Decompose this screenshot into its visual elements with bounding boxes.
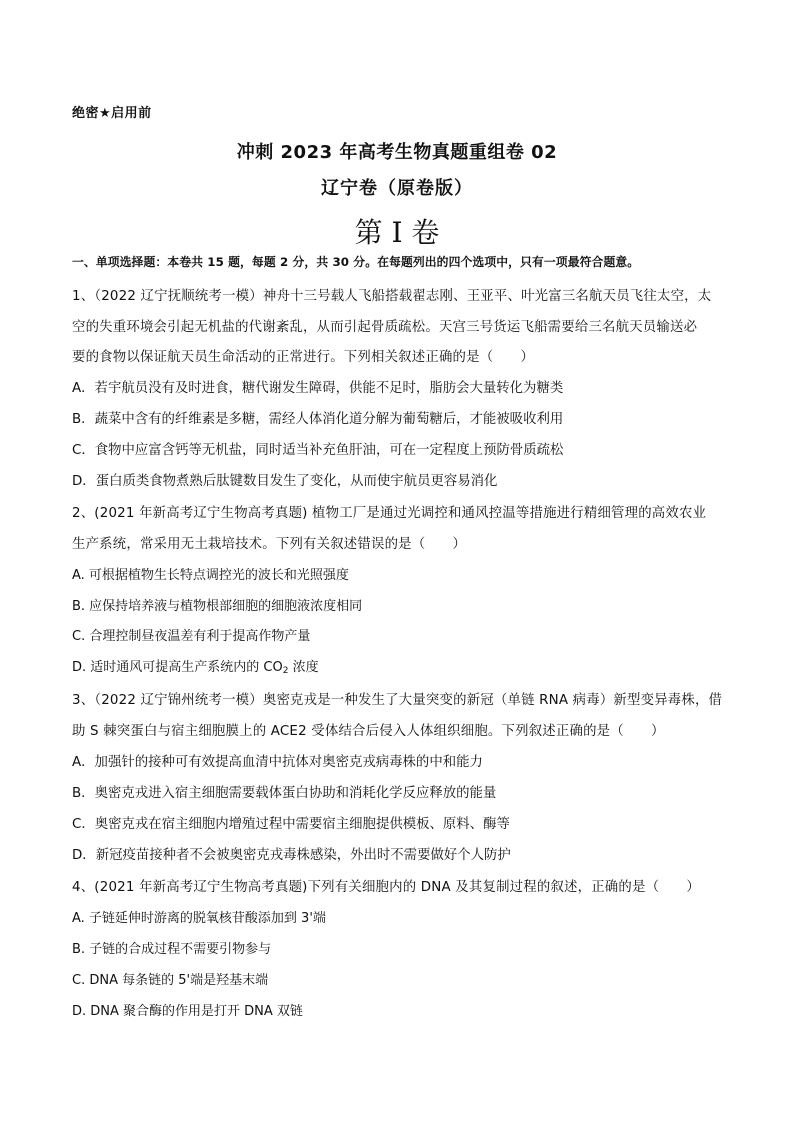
exam-title: 冲刺 2023 年高考生物真题重组卷 02 [236,142,558,163]
section-heading: 一、单项选择题：本卷共 15 题，每题 2 分，共 30 分。在每题列出的四个选项中，只有一项最符合题意。 [72,255,640,269]
question-1-option-b: B．蔬菜中含有的纤维素是多糖，需经人体消化道分解为葡萄糖后，才能被吸收利用 [72,412,564,427]
confidential-label: 绝密★启用前 [72,106,152,121]
question-2-stem-line-1: 2、(2021 年新高考辽宁生物高考真题) 植物工厂是通过光调控和通风控温等措施进行精细管理的高效农业 [72,506,707,521]
question-2-option-c: C. 合理控制昼夜温差有利于提高作物产量 [72,629,311,644]
question-3-stem-line-2: 助 S 棘突蛋白与宿主细胞膜上的 ACE2 受体结合后侵入人体组织细胞。下列叙述正确的是（ ） [72,724,665,739]
question-2-option-d [72,658,319,681]
question-2-option-d-subscript: 2 [282,666,289,676]
question-2-option-a: A. 可根据植物生长特点调控光的波长和光照强度 [72,568,349,583]
question-1-option-c: C．食物中应富含钙等无机盐，同时适当补充鱼肝油，可在一定程度上预防骨质疏松 [72,443,564,458]
question-2-stem-line-2: 生产系统，常采用无土栽培技术。下列有关叙述错误的是（ ） [72,537,467,552]
question-3-option-c: C．奥密克戎在宿主细胞内增殖过程中需要宿主细胞提供模板、原料、酶等 [72,817,510,832]
question-1-option-d: D．蛋白质类食物煮熟后肽键数目发生了变化，从而使宇航员更容易消化 [72,474,498,489]
question-4-option-a: A. 子链延伸时游离的脱氧核苷酸添加到 3'端 [72,911,326,926]
question-3-option-b: B．奥密克戎进入宿主细胞需要载体蛋白协助和消耗化学反应释放的能量 [72,786,497,801]
question-4-option-c: C. DNA 每条链的 5'端是羟基末端 [72,973,269,988]
question-1-stem-line-1: 1、（2022 辽宁抚顺统考一模）神舟十三号载人飞船搭载翟志刚、王亚平、叶光富三名航天员飞往太空，太 [72,289,712,304]
question-1-stem-line-3: 要的食物以保证航天员生命活动的正常进行。下列相关叙述正确的是（ ） [72,350,535,365]
question-4-stem-line-1: 4、(2021 年新高考辽宁生物高考真题)下列有关细胞内的 DNA 及其复制过程的叙述，正确的是（ ） [72,880,700,895]
question-4-option-b: B. 子链的合成过程不需要引物参与 [72,942,272,957]
question-2-option-b: B. 应保持培养液与植物根部细胞的细胞液浓度相同 [72,599,363,614]
question-1-stem-line-2: 空的失重环境会引起无机盐的代谢紊乱，从而引起骨质疏松。天宫三号货运飞船需要给三名航天员输送必 [72,320,698,335]
question-1-option-a: A．若宇航员没有及时进食，糖代谢发生障碍，供能不足时，脂肪会大量转化为糖类 [72,381,564,396]
question-2-option-d-text: D. 适时通风可提高生产系统内的 CO [72,660,283,675]
volume-heading: 第 I 卷 [354,216,440,249]
exam-subtitle: 辽宁卷（原卷版） [321,178,473,199]
question-3-option-a: A．加强针的接种可有效提高血清中抗体对奥密克戎病毒株的中和能力 [72,755,483,770]
question-4-option-d: D. DNA 聚合酶的作用是打开 DNA 双链 [72,1004,303,1019]
question-3-stem-line-1: 3、（2022 辽宁锦州统考一模）奥密克戎是一种发生了大量突变的新冠（单链 RNA 病毒）新型变异毒株，借 [72,693,723,708]
question-2-option-d-tail: 浓度 [288,660,319,675]
question-3-option-d: D．新冠疫苗接种者不会被奥密克戎毒株感染，外出时不需要做好个人防护 [72,848,511,863]
